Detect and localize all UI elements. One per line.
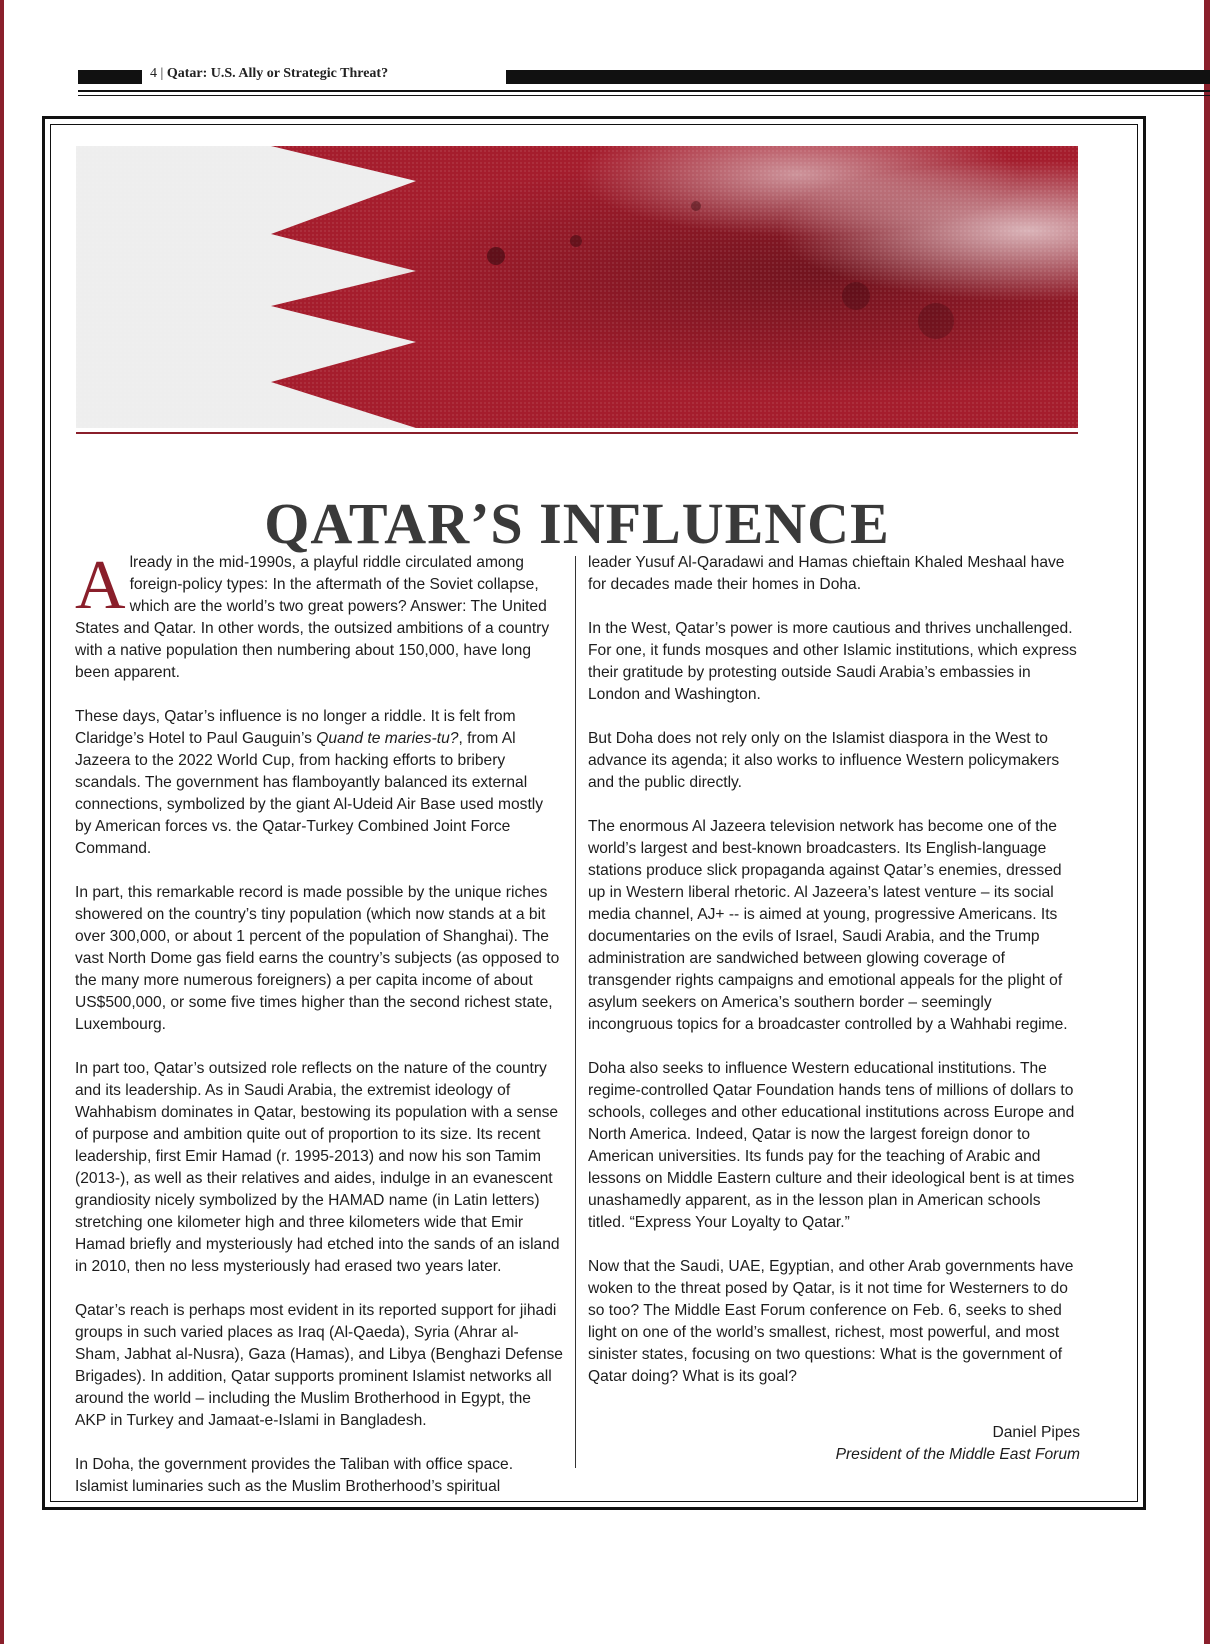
banner-rule: [76, 432, 1078, 434]
right-paragraph-3: But Doha does not rely only on the Islamist diaspora in the West to advance its agenda; it also works to influence Western policymakers and the public directly.: [588, 730, 1060, 791]
header-bar-left: [78, 70, 142, 84]
signature-block: [588, 1422, 1080, 1466]
left-paragraph-2: [75, 706, 563, 860]
left-paragraph-2-text-b: , from Al Jazeera to the 2022 World Cup, from hacking efforts to bribery scandals. The government has flamboyantly balanced its external connections, symbolized by the giant Al-Udeid Air Base used mostly by American forces vs. the Qatar-Turkey Combined Joint Force Command.: [75, 730, 544, 857]
artwork-title: Quand te maries-tu?: [316, 730, 459, 747]
header-rule-thin: [78, 95, 1210, 96]
header-bar-right: [506, 70, 1210, 84]
right-column: [588, 552, 1080, 1466]
left-paragraph-3: In part, this remarkable record is made possible by the unique riches showered on the country’s tiny population (which now stands at a bit over 300,000, or about 1 percent of the population of Shanghai). The vast North Dome gas field earns the country’s subjects (as opposed to the many more numerous foreigners) a per capita income of about US$500,000, or some five times higher than the second richest state, Luxembourg.: [75, 884, 560, 1033]
left-paragraph-4: In part too, Qatar’s outsized role reflects on the nature of the country and its leadership. As in Saudi Arabia, the extremist ideology of Wahhabism dominates in Qatar, bestowing its population with a sense of purpose and ambition quite out of proportion to its size. Its recent leadership, first Emir Hamad (r. 1995-2013) and now his son Tamim (2013-), as well as their relatives and aides, indulge in an evanescent grandiosity nicely symbolized by the HAMAD name (in Latin letters) stretching one kilometer high and three kilometers wide that Emir Hamad briefly and mysteriously had etched into the sands of an island in 2010, then no less mysteriously had erased two years later.: [75, 1060, 560, 1275]
left-paragraph-6: In Doha, the government provides the Taliban with office space. Islamist luminaries such as the Muslim Brotherhood’s spiritual: [75, 1456, 514, 1495]
running-title: Qatar: U.S. Ally or Strategic Threat?: [166, 66, 389, 81]
drop-cap: A: [75, 547, 126, 624]
author-role: President of the Middle East Forum: [835, 1446, 1080, 1463]
qatar-flag-banner: [76, 146, 1078, 428]
right-paragraph-6: Now that the Saudi, UAE, Egyptian, and other Arab governments have woken to the threat posed by Qatar, is it not time for Westerners to do so too? The Middle East Forum conference on Feb. 6, seeks to shed light on one of the world’s smallest, richest, most powerful, and most sinister states, focusing on two questions: What is the government of Qatar doing? What is its goal?: [588, 1258, 1074, 1385]
header-separator: |: [160, 66, 164, 81]
left-paragraph-2-text-a: These days, Qatar’s influence is no longer a riddle. It is felt from Claridge’s Hotel to Paul Gauguin’s: [75, 708, 516, 747]
right-paragraph-4: The enormous Al Jazeera television network has become one of the world’s largest and best-known broadcasters. Its English-language stations produce slick propaganda against Qatar’s enemies, dressed up in Western liberal rhetoric. Al Jazeera’s latest venture – its social media channel, AJ+ -- is aimed at young, progressive Americans. Its documentaries on the evils of Israel, Saudi Arabia, and the Trump administration are sandwiched between glowing coverage of transgender rights campaigns and emotional appeals for the plight of asylum seekers on America’s southern border – seemingly incongruous topics for a broadcaster controlled by a Wahhabi regime.: [588, 818, 1068, 1033]
author-name: Daniel Pipes: [992, 1424, 1080, 1441]
header-rule-thick: [78, 90, 1210, 92]
right-paragraph-5: Doha also seeks to influence Western educational institutions. The regime-controlled Qatar Foundation hands tens of millions of dollars to schools, colleges and other educational institutions across Europe and North America. Indeed, Qatar is now the largest foreign donor to American universities. Its funds pay for the teaching of Arabic and lessons on Middle Eastern culture and their ideological bent is at times unashamedly apparent, as in the lesson plan in American schools titled. “Express Your Loyalty to Qatar.”: [588, 1060, 1075, 1231]
left-paragraph-1: [75, 547, 563, 684]
left-paragraph-1-text: lready in the mid-1990s, a playful riddle circulated among foreign-policy types: In the aftermath of the Soviet collapse, which are the world’s two great powers? Answer: The United States and Qatar. In other words, the outsized ambitions of a country with a native population then numbering about 150,000, have long been apparent.: [75, 554, 550, 681]
page-edge-right: [1204, 0, 1210, 1644]
running-header: [78, 68, 1210, 98]
qatar-flag-image: [76, 146, 1078, 428]
article-title: QATAR’S INFLUENCE: [264, 490, 890, 556]
left-column: [75, 547, 563, 1520]
page-edge-left: [0, 0, 4, 1644]
right-paragraph-1: leader Yusuf Al-Qaradawi and Hamas chieftain Khaled Meshaal have for decades made their homes in Doha.: [588, 554, 1065, 593]
right-paragraph-2: In the West, Qatar’s power is more cautious and thrives unchallenged. For one, it funds mosques and other Islamic institutions, which express their gratitude by protesting outside Saudi Arabia’s embassies in London and Washington.: [588, 620, 1077, 703]
column-divider: [575, 556, 576, 1468]
running-header-text: [150, 66, 388, 82]
left-paragraph-5: Qatar’s reach is perhaps most evident in its reported support for jihadi groups in such varied places as Iraq (Al-Qaeda), Syria (Ahrar al-Sham, Jabhat al-Nusra), Gaza (Hamas), and Libya (Benghazi Defense Brigades). In addition, Qatar supports prominent Islamist networks all around the world – including the Muslim Brotherhood in Egypt, the AKP in Turkey and Jamaat-e-Islami in Bangladesh.: [75, 1302, 563, 1429]
page-number: 4: [150, 66, 157, 81]
